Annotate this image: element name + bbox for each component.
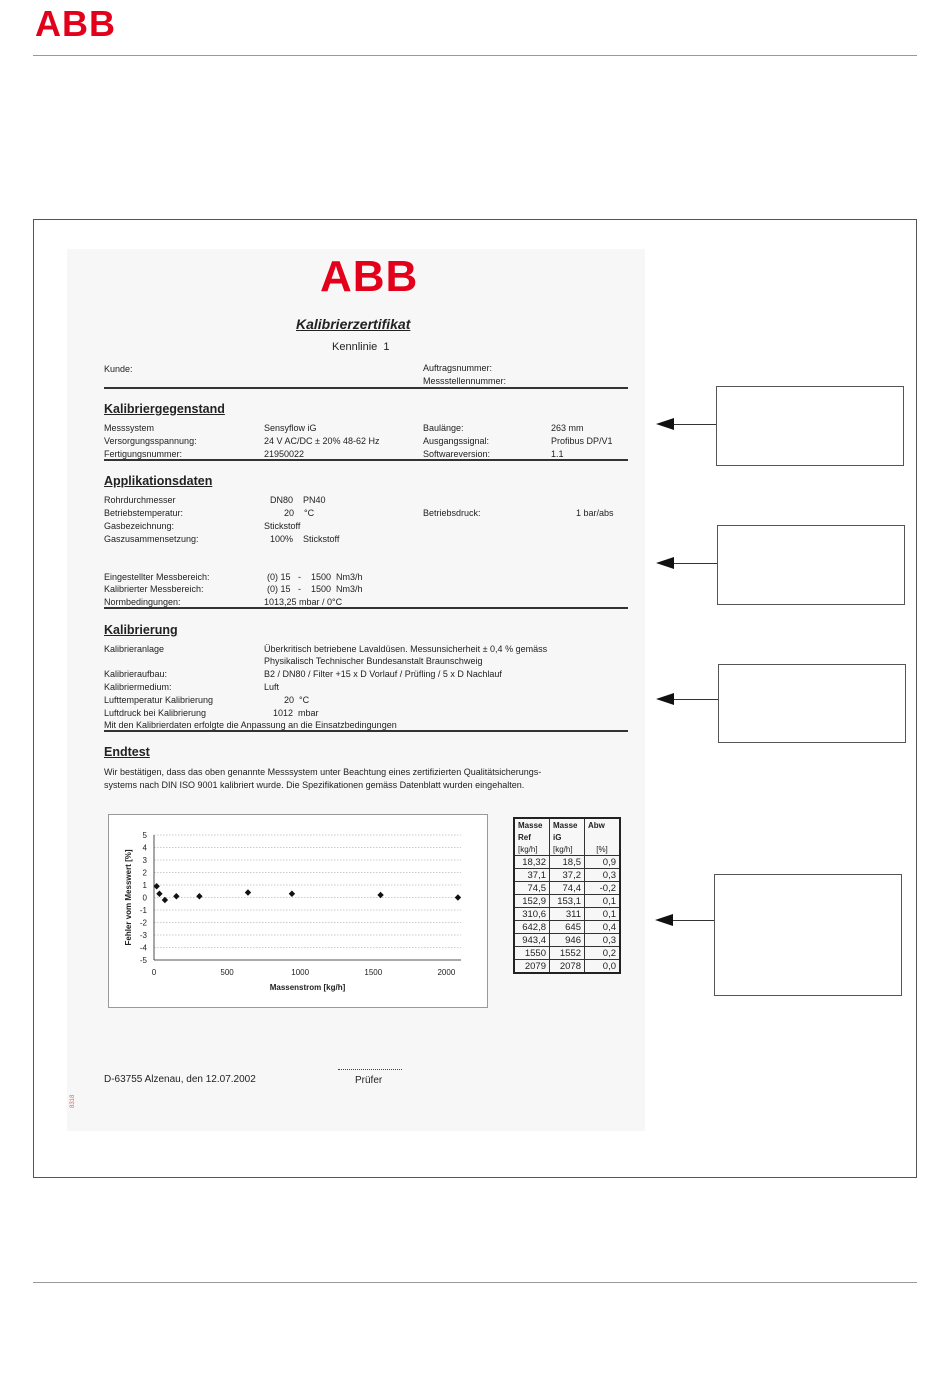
signature-line: [338, 1069, 402, 1070]
table-cell: 943,4: [514, 934, 550, 947]
arrow-left-icon: [656, 418, 674, 430]
calibration-table: [513, 817, 621, 974]
table-header: Abw: [585, 818, 621, 831]
kalibrierung-label: Luftdruck bei Kalibrierung: [104, 708, 207, 718]
annotation-box: [718, 664, 906, 743]
table-cell: 152,9: [514, 895, 550, 908]
certificate-logo: ABB: [320, 252, 419, 301]
bereich-label: Normbedingungen:: [104, 597, 181, 607]
section-kalibrierung: Kalibrierung: [104, 623, 178, 637]
y-tick-label: 2: [142, 868, 147, 878]
x-tick-label: 2000: [437, 968, 456, 977]
y-axis-label: Fehler vom Messwert [%]: [124, 849, 133, 946]
kalibrierung-value: 20 °C: [284, 695, 310, 705]
y-tick-label: 5: [142, 831, 147, 840]
applikation-value: DN80 PN40: [270, 495, 326, 505]
table-cell: 0,9: [585, 856, 621, 869]
arrow-left-icon: [655, 914, 673, 926]
table-row: [514, 947, 620, 960]
table-header: Masse: [550, 818, 585, 831]
calibration-table-wrap: [513, 817, 621, 974]
data-point: [455, 894, 461, 900]
stamp-number: 8318: [70, 1094, 76, 1108]
kalibrierung-label: Kalibrieraufbau:: [104, 669, 168, 679]
kalibrierung-value: Luft: [264, 682, 280, 692]
bereich-label: Kalibrierter Messbereich:: [104, 584, 204, 594]
annotation-arrow-line: [672, 424, 716, 425]
arrow-left-icon: [656, 557, 674, 569]
gegenstand-label: Messsystem: [104, 423, 155, 433]
betriebsdruck-value: 1 bar/abs: [576, 508, 614, 518]
y-tick-label: -4: [139, 943, 147, 953]
table-cell: 0,1: [585, 895, 621, 908]
arrow-left-icon: [656, 693, 674, 705]
pruefer-label: Prüfer: [355, 1075, 383, 1086]
table-cell: 0,2: [585, 947, 621, 960]
y-tick-label: -3: [139, 931, 147, 940]
table-header: [%]: [585, 843, 621, 856]
certificate-title: Kalibrierzertifikat: [296, 316, 411, 332]
kalibrierung-label: Kalibriermedium:: [104, 682, 172, 692]
anpassung-note: Mit den Kalibrierdaten erfolgte die Anpassung an die Einsatzbedingungen: [104, 720, 397, 730]
table-cell: 645: [550, 921, 585, 934]
annotation-arrow-line: [672, 920, 714, 921]
data-point: [173, 893, 179, 899]
gegenstand-value2: 1.1: [551, 449, 564, 459]
gegenstand-label2: Baulänge:: [423, 423, 464, 433]
bereich-value: 1013,25 mbar / 0°C: [264, 597, 343, 607]
kunde-label: Kunde:: [104, 364, 133, 374]
table-cell: 2079: [514, 960, 550, 974]
endtest-text: systems nach DIN ISO 9001 kalibriert wurde. Die Spezifikationen gemäss Datenblatt wurden eingehalten.: [104, 780, 525, 790]
table-row: [514, 856, 620, 869]
table-cell: 0,1: [585, 908, 621, 921]
x-tick-label: 500: [220, 968, 234, 977]
applikation-label: Rohrdurchmesser: [104, 495, 176, 505]
annotation-arrow-line: [672, 563, 717, 564]
table-cell: 1550: [514, 947, 550, 960]
gegenstand-label: Fertigungsnummer:: [104, 449, 183, 459]
divider: [104, 607, 628, 609]
table-cell: 18,32: [514, 856, 550, 869]
gegenstand-label2: Softwareversion:: [423, 449, 491, 459]
divider: [104, 387, 628, 389]
kalibrierung-value: Physikalisch Technischer Bundesanstalt Braunschweig: [264, 656, 483, 666]
kalibrierung-value: 1012 mbar: [273, 708, 319, 718]
endtest-text: Wir bestätigen, dass das oben genannte Messsystem unter Beachtung eines zertifizierten Qualitätsicherungs-: [104, 767, 542, 777]
y-tick-label: 1: [142, 881, 147, 890]
divider: [104, 730, 628, 732]
table-cell: 74,5: [514, 882, 550, 895]
table-row: [514, 895, 620, 908]
messstellen-label: Messstellennummer:: [423, 376, 507, 386]
gegenstand-value2: 263 mm: [551, 423, 584, 433]
applikation-label: Gasbezeichnung:: [104, 521, 175, 531]
kalibrierung-label: Kalibrieranlage: [104, 644, 165, 654]
table-header: [kg/h]: [550, 843, 585, 856]
section-kalibriergegenstand: Kalibriergegenstand: [104, 402, 225, 416]
applikation-label: Betriebstemperatur:: [104, 508, 184, 518]
table-row: [514, 882, 620, 895]
table-header: [585, 831, 621, 843]
data-point: [156, 891, 162, 897]
gegenstand-value: 21950022: [264, 449, 305, 459]
y-tick-label: -1: [139, 906, 147, 915]
table-cell: 37,1: [514, 869, 550, 882]
table-cell: 311: [550, 908, 585, 921]
table-row: [514, 921, 620, 934]
data-point: [196, 893, 202, 899]
kalibrierung-label: Lufttemperatur Kalibrierung: [104, 695, 214, 705]
gegenstand-value2: Profibus DP/V1: [551, 436, 613, 446]
table-cell: 2078: [550, 960, 585, 974]
table-cell: 1552: [550, 947, 585, 960]
table-row: [514, 908, 620, 921]
y-tick-label: 4: [142, 843, 147, 853]
x-tick-label: 1500: [364, 968, 383, 977]
place-date: D-63755 Alzenau, den 12.07.2002: [104, 1074, 256, 1085]
annotation-arrow-line: [672, 699, 718, 700]
footer-divider: [33, 1282, 917, 1283]
section-applikationsdaten: Applikationsdaten: [104, 474, 213, 488]
annotation-box: [717, 525, 905, 605]
table-cell: 0,3: [585, 934, 621, 947]
table-cell: -0,2: [585, 882, 621, 895]
kalibrierung-value: Überkritisch betriebene Lavaldüsen. Messunsicherheit ± 0,4 % gemäss: [264, 644, 548, 654]
table-cell: 0,4: [585, 921, 621, 934]
table-cell: 0,3: [585, 869, 621, 882]
section-endtest: Endtest: [104, 745, 150, 759]
auftrag-label: Auftragsnummer:: [423, 363, 493, 373]
table-header: Masse: [514, 818, 550, 831]
table-row: [514, 934, 620, 947]
certificate-subtitle: Kennlinie 1: [332, 341, 390, 353]
x-axis-label: Massenstrom [kg/h]: [269, 983, 346, 992]
table-row: [514, 869, 620, 882]
y-tick-label: -5: [139, 956, 147, 965]
table-header: [kg/h]: [514, 843, 550, 856]
gegenstand-label: Versorgungsspannung:: [104, 436, 197, 446]
bereich-value: (0) 15 - 1500 Nm3/h: [267, 584, 363, 594]
applikation-value: Stickstoff: [264, 521, 301, 531]
table-cell: 310,6: [514, 908, 550, 921]
table-cell: 18,5: [550, 856, 585, 869]
annotation-box: [714, 874, 902, 996]
page-logo: ABB: [35, 3, 116, 44]
table-cell: 642,8: [514, 921, 550, 934]
data-point: [245, 889, 251, 895]
table-cell: 74,4: [550, 882, 585, 895]
applikation-label: Gaszusammensetzung:: [104, 534, 199, 544]
gegenstand-value: Sensyflow iG: [264, 423, 317, 433]
calibration-chart: [108, 814, 488, 1008]
y-tick-label: -2: [139, 918, 147, 928]
table-cell: 946: [550, 934, 585, 947]
header-divider: [33, 55, 917, 56]
table-header: Ref: [514, 831, 550, 843]
applikation-value: 100% Stickstoff: [270, 534, 340, 544]
kalibrierung-value: B2 / DN80 / Filter +15 x D Vorlauf / Prüfling / 5 x D Nachlauf: [264, 669, 502, 679]
bereich-value: (0) 15 - 1500 Nm3/h: [267, 572, 363, 582]
bereich-label: Eingestellter Messbereich:: [104, 572, 210, 582]
data-point: [289, 891, 295, 897]
betriebsdruck-label: Betriebsdruck:: [423, 508, 481, 518]
gegenstand-value: 24 V AC/DC ± 20% 48-62 Hz: [264, 436, 380, 446]
table-cell: 0,0: [585, 960, 621, 974]
gegenstand-label2: Ausgangssignal:: [423, 436, 490, 446]
x-tick-label: 1000: [291, 968, 310, 977]
table-cell: 153,1: [550, 895, 585, 908]
y-tick-label: 3: [142, 856, 147, 865]
y-tick-label: 0: [142, 893, 147, 903]
table-row: [514, 960, 620, 974]
table-cell: 37,2: [550, 869, 585, 882]
applikation-value: 20 °C: [284, 508, 315, 518]
table-header: iG: [550, 831, 585, 843]
divider: [104, 459, 628, 461]
x-tick-label: 0: [151, 968, 157, 977]
data-point: [153, 883, 159, 889]
chart-svg: [109, 815, 487, 1007]
annotation-box: [716, 386, 904, 466]
